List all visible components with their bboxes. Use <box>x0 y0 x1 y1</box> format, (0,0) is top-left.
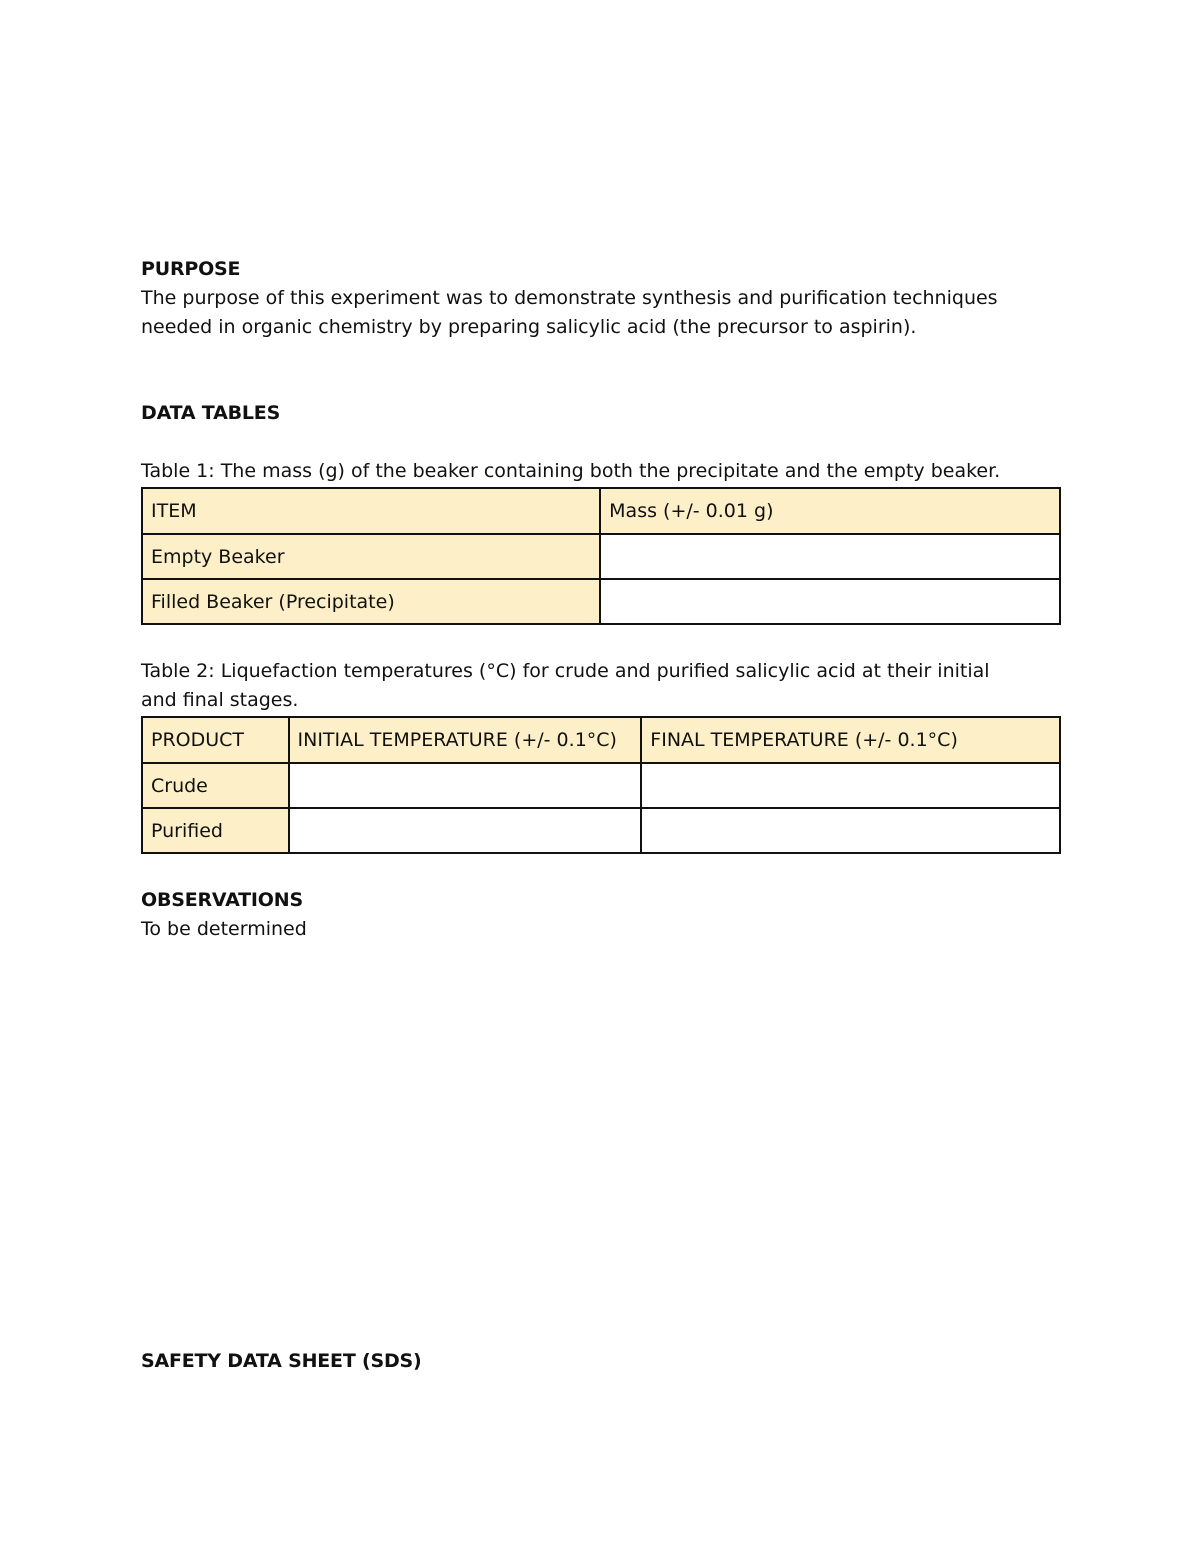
purpose-text <box>141 284 1061 342</box>
table2-cell-initial[interactable] <box>289 763 642 808</box>
table2-header-product: PRODUCT <box>142 717 289 763</box>
table2-caption-line-2: and final stages. <box>141 689 299 711</box>
table2-caption <box>141 657 1061 715</box>
table-row <box>142 488 1060 534</box>
observations-heading: OBSERVATIONS <box>141 889 303 911</box>
table-row <box>142 808 1060 853</box>
purpose-heading: PURPOSE <box>141 258 241 280</box>
table1-header-mass: Mass (+/- 0.01 g) <box>600 488 1060 534</box>
table2-header-final: FINAL TEMPERATURE (+/- 0.1°C) <box>641 717 1060 763</box>
table-row <box>142 534 1060 579</box>
table1-cell-mass[interactable] <box>600 579 1060 624</box>
table-row <box>142 717 1060 763</box>
table2-cell-product: Purified <box>142 808 289 853</box>
table-row <box>142 763 1060 808</box>
purpose-line-1: The purpose of this experiment was to demonstrate synthesis and purification techniques <box>141 287 998 309</box>
sds-heading: SAFETY DATA SHEET (SDS) <box>141 1350 422 1372</box>
table1-caption: Table 1: The mass (g) of the beaker containing both the precipitate and the empty beaker. <box>141 460 1001 482</box>
table1-cell-mass[interactable] <box>600 534 1060 579</box>
data-tables-heading: DATA TABLES <box>141 402 281 424</box>
table1-header-item: ITEM <box>142 488 600 534</box>
table2-cell-final[interactable] <box>641 763 1060 808</box>
table1-cell-item: Filled Beaker (Precipitate) <box>142 579 600 624</box>
table2-caption-line-1: Table 2: Liquefaction temperatures (°C) for crude and purified salicylic acid at their initial <box>141 660 990 682</box>
table-row <box>142 579 1060 624</box>
table1-cell-item: Empty Beaker <box>142 534 600 579</box>
table2-cell-final[interactable] <box>641 808 1060 853</box>
purpose-line-2: needed in organic chemistry by preparing salicylic acid (the precursor to aspirin). <box>141 316 917 338</box>
observations-text: To be determined <box>141 918 307 940</box>
table2-cell-product: Crude <box>142 763 289 808</box>
table2 <box>141 716 1061 854</box>
table1 <box>141 487 1061 625</box>
table2-cell-initial[interactable] <box>289 808 642 853</box>
table2-header-initial: INITIAL TEMPERATURE (+/- 0.1°C) <box>289 717 642 763</box>
